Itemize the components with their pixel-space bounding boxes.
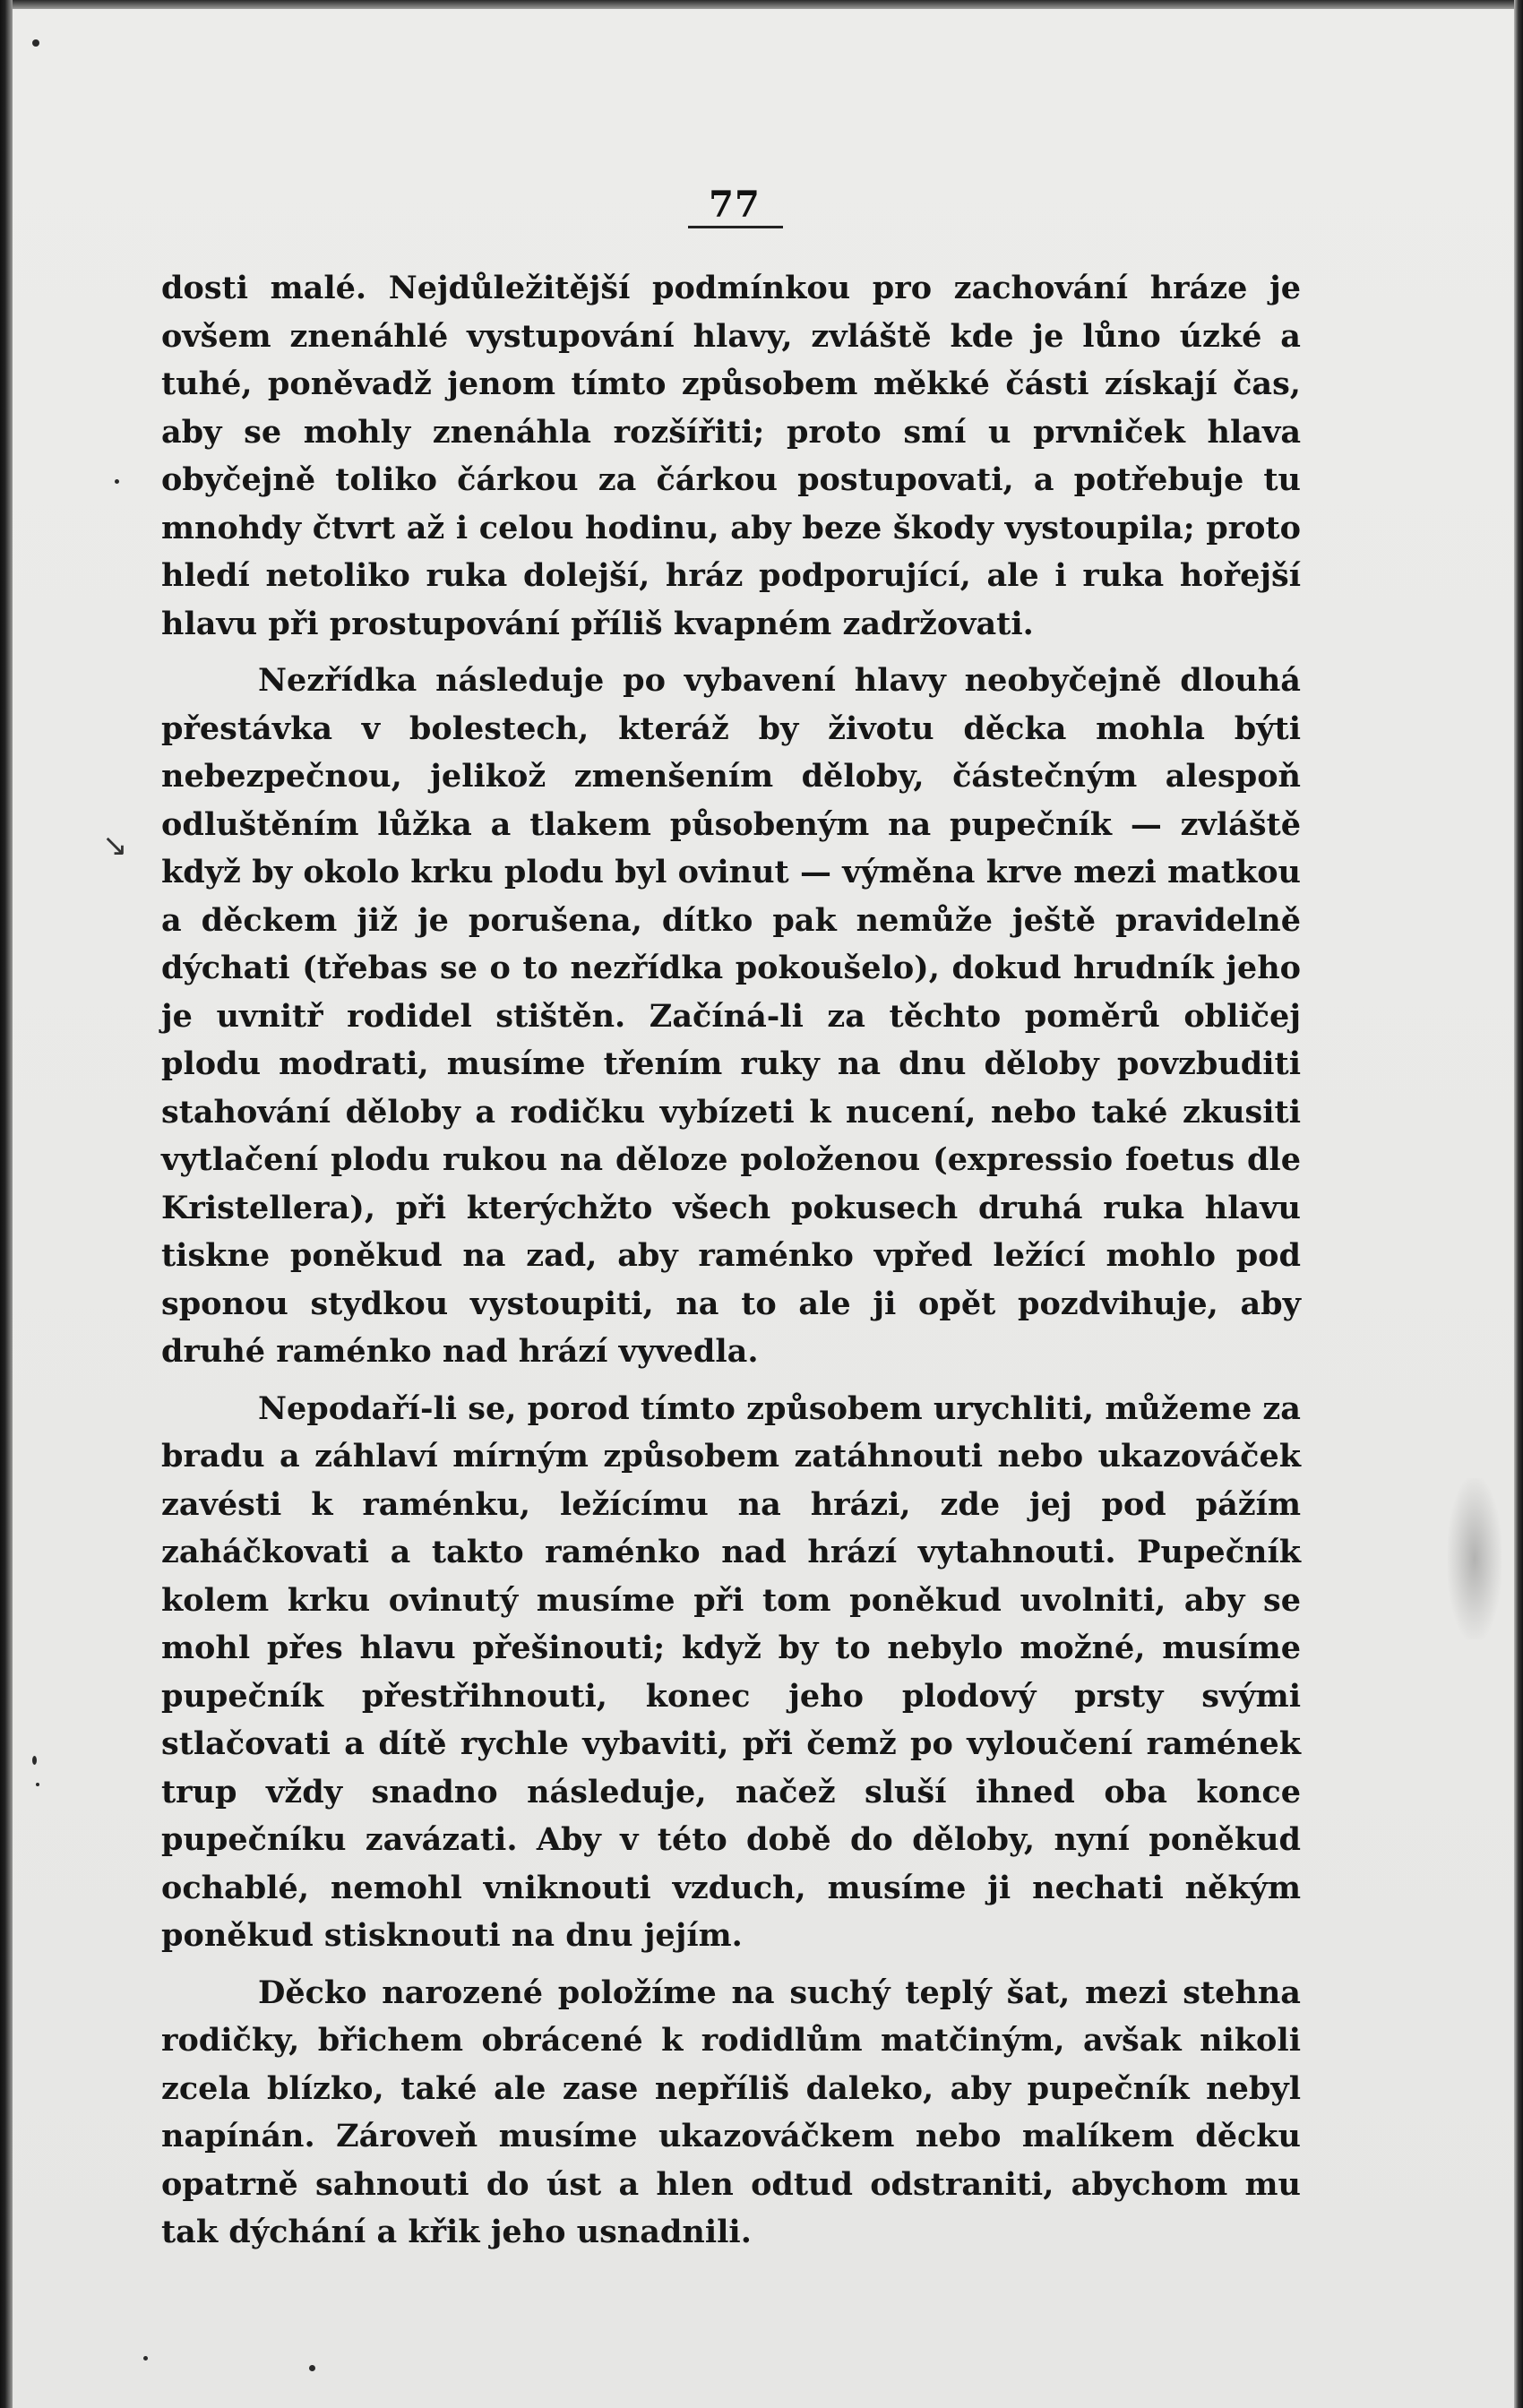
dust-speck xyxy=(143,2356,148,2361)
paragraph-2: Nezřídka následuje po vybavení hlavy neobyčejně dlouhá přestávka v bolestech, kteráž by životu děcka mohla býti nebezpečnou, jelikož zmenšením děloby, částečným alespoň odluštěním lůžka a tlakem působeným na pupečník — zvláště když by okolo krku plodu byl ovinut — výměna krve mezi matkou a děckem již je porušena, dítko pak nemůže ještě pravidelně dýchati (třebas se o to nezřídka pokoušelo), dokud hrudník jeho je uvnitř rodidel stištěn. Začíná-li za těchto poměrů obličej plodu modrati, musíme třením ruky na dnu děloby povzbuditi stahování děloby a rodičku vybízeti k nucení, nebo také zkusiti vytlačení plodu rukou na děloze položenou (expressio foetus dle Kristellera), při kterýchžto všech pokusech druhá ruka hlavu tiskne poněkud na zad, aby raménko vpřed ležící mohlo pod sponou stydkou vystoupiti, na to ale ji opět pozdvihuje, aby druhé raménko nad hrází vyvedla. xyxy=(161,662,1301,1370)
scan-smudge xyxy=(1448,1478,1501,1639)
paragraph-4: Děcko narozené položíme na suchý teplý šat, mezi stehna rodičky, břichem obrácené k rodidlům matčiným, avšak nikoli zcela blízko, také ale zase nepříliš daleko, aby pupečník nebyl napínán. Zároveň musíme ukazováčkem nebo malíkem děcku opatrně sahnouti do úst a hlen odtud odstraniti, abychom mu tak dýchání a křik jeho usnadnili. xyxy=(161,1974,1301,2250)
body-text xyxy=(161,264,1301,2266)
dust-speck xyxy=(309,2365,315,2371)
dust-speck xyxy=(32,39,39,47)
scan-top-shadow xyxy=(0,0,1523,9)
paragraph-3: Nepodaří-li se, porod tímto způsobem urychliti, můžeme za bradu a záhlaví mírným způsobem zatáhnouti nebo ukazováček zavésti k raménku, ležícímu na hrázi, zde jej pod pážím zaháčkovati a takto raménko nad hrází vytahnouti. Pupečník kolem krku ovinutý musíme při tom poněkud uvolniti, aby se mohl přes hlavu přešinouti; když by to nebylo možné, musíme pupečník přestřihnouti, konec jeho plodový prsty svými stlačovati a dítě rychle vybaviti, při čemž po vyloučení ramének trup vždy snadno následuje, načež sluší ihned oba konce pupečníku zavázati. Aby v této době do děloby, nyní poněkud ochablé, nemohl vniknouti vzduch, musíme ji nechati někým poněkud stisknouti na dnu jejím. xyxy=(161,1389,1301,1954)
paragraph-1: dosti malé. Nejdůležitější podmínkou pro zachování hráze je ovšem znenáhlé vystupování hlavy, zvláště kde je lůno úzké a tuhé, poněvadž jenom tímto způsobem měkké části získají čas, aby se mohly znenáhla rozšířiti; proto smí u prvniček hlava obyčejně toliko čárkou za čárkou postupovati, a potřebuje tu mnohdy čtvrt až i celou hodinu, aby beze škody vystoupila; proto hledí netoliko ruka dolejší, hráz podporující, ale i ruka hořejší hlavu při prostupování příliš kvapném zadržovati. xyxy=(161,270,1301,642)
dust-speck xyxy=(32,1756,37,1765)
scan-left-shadow xyxy=(0,0,13,2408)
page-number-underline xyxy=(688,226,783,228)
dust-speck xyxy=(115,479,119,484)
scan-right-shadow xyxy=(1514,0,1523,2408)
dust-speck xyxy=(36,1783,39,1786)
page-number: 77 xyxy=(709,184,761,226)
margin-arrow-mark: ↘ xyxy=(102,828,128,864)
